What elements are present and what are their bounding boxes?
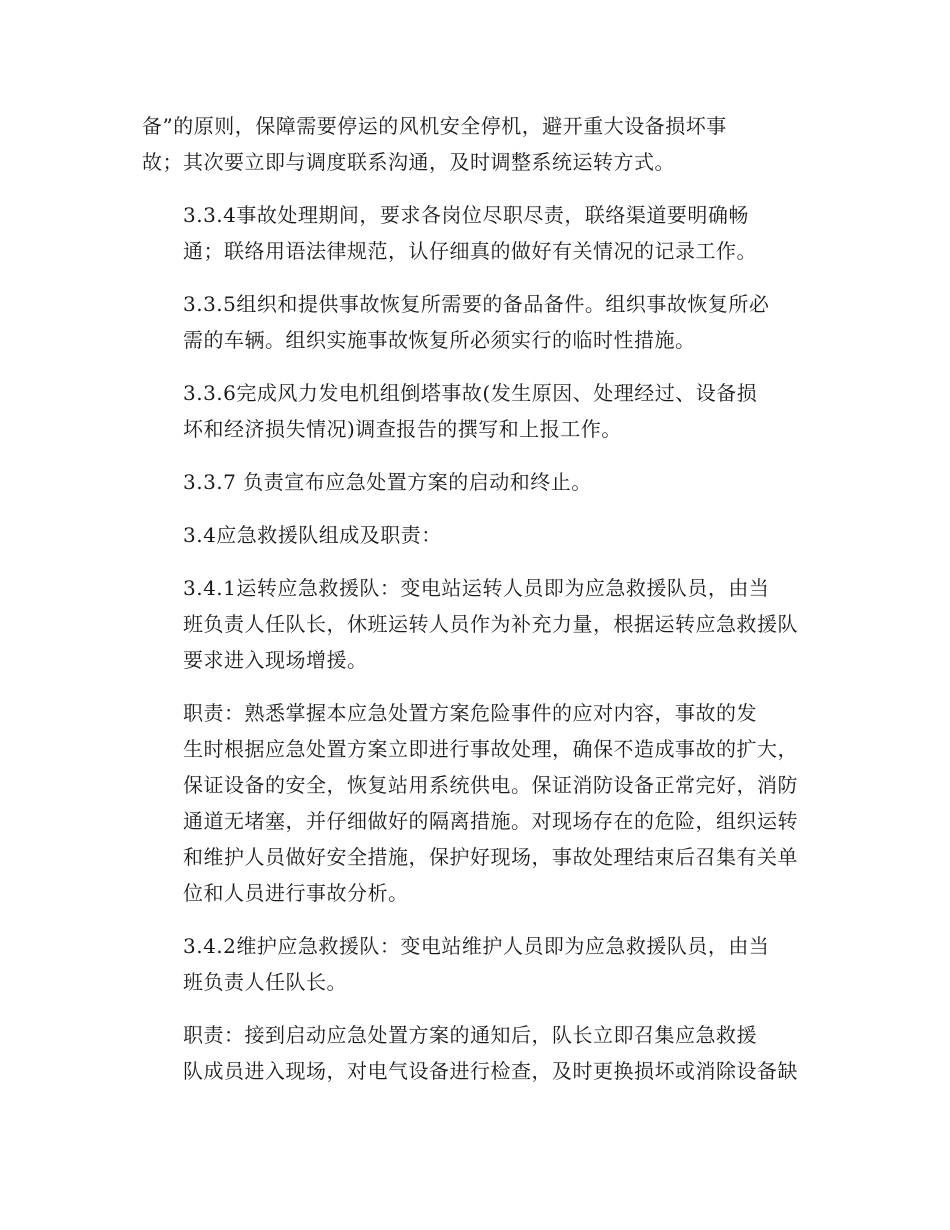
text-line: 故；其次要立即与调度联系沟通，及时调整系统运转方式。 (142, 150, 675, 174)
text-line: 3.4.2维护应急救援队：变电站维护人员即为应急救援队员，由当 (183, 934, 770, 958)
paragraph (142, 197, 822, 269)
text-line: 3.3.7 负责宣布应急处置方案的启动和终止。 (183, 470, 592, 494)
text-line: 3.3.6完成风力发电机组倒塔事故(发生原因、处理经过、设备损 (183, 381, 758, 405)
paragraph (142, 695, 822, 911)
text-line: 职责：接到启动应急处置方案的通知后，队长立即召集应急救援 (183, 1023, 757, 1047)
text-line: 和维护人员做好安全措施，保护好现场，事故处理结束后召集有关单 (183, 845, 798, 869)
text-line: 要求进入现场增援。 (183, 648, 368, 672)
paragraph (142, 1017, 822, 1089)
text-line: 需的车辆。组织实施事故恢复所必须实行的临时性措施。 (183, 328, 696, 352)
paragraph (142, 570, 822, 678)
text-line: 通道无堵塞，并仔细做好的隔离措施。对现场存在的危险，组织运转 (183, 809, 798, 833)
text-line: 坏和经济损失情况)调查报告的撰写和上报工作。 (183, 417, 622, 441)
document-body (142, 108, 822, 1106)
paragraph (142, 464, 822, 500)
paragraph (142, 517, 822, 553)
text-line: 3.4应急救援队组成及职责： (183, 523, 442, 547)
text-line: 3.4.1运转应急救援队：变电站运转人员即为应急救援队员，由当 (183, 576, 770, 600)
text-line: 3.3.4事故处理期间，要求各岗位尽职尽责，联络渠道要明确畅 (183, 203, 749, 227)
text-line: 班负责人任队长。 (183, 970, 347, 994)
paragraph (142, 928, 822, 1000)
text-line: 3.3.5组织和提供事故恢复所需要的备品备件。组织事故恢复所必 (183, 292, 770, 316)
text-line: 通；联络用语法律规范，认仔细真的做好有关情况的记录工作。 (183, 239, 757, 263)
text-line: 位和人员进行事故分析。 (183, 881, 409, 905)
paragraph (142, 108, 822, 180)
text-line: 备”的原则，保障需要停运的风机安全停机，避开重大设备损坏事 (142, 114, 727, 138)
paragraph (142, 286, 822, 358)
text-line: 职责：熟悉掌握本应急处置方案危险事件的应对内容，事故的发 (183, 701, 757, 725)
text-line: 生时根据应急处置方案立即进行事故处理，确保不造成事故的扩大， (183, 737, 798, 761)
text-line: 班负责人任队长，休班运转人员作为补充力量，根据运转应急救援队 (183, 612, 798, 636)
text-line: 保证设备的安全，恢复站用系统供电。保证消防设备正常完好，消防 (183, 773, 798, 797)
paragraph (142, 375, 822, 447)
text-line: 队成员进入现场，对电气设备进行检查，及时更换损坏或消除设备缺 (183, 1059, 798, 1083)
